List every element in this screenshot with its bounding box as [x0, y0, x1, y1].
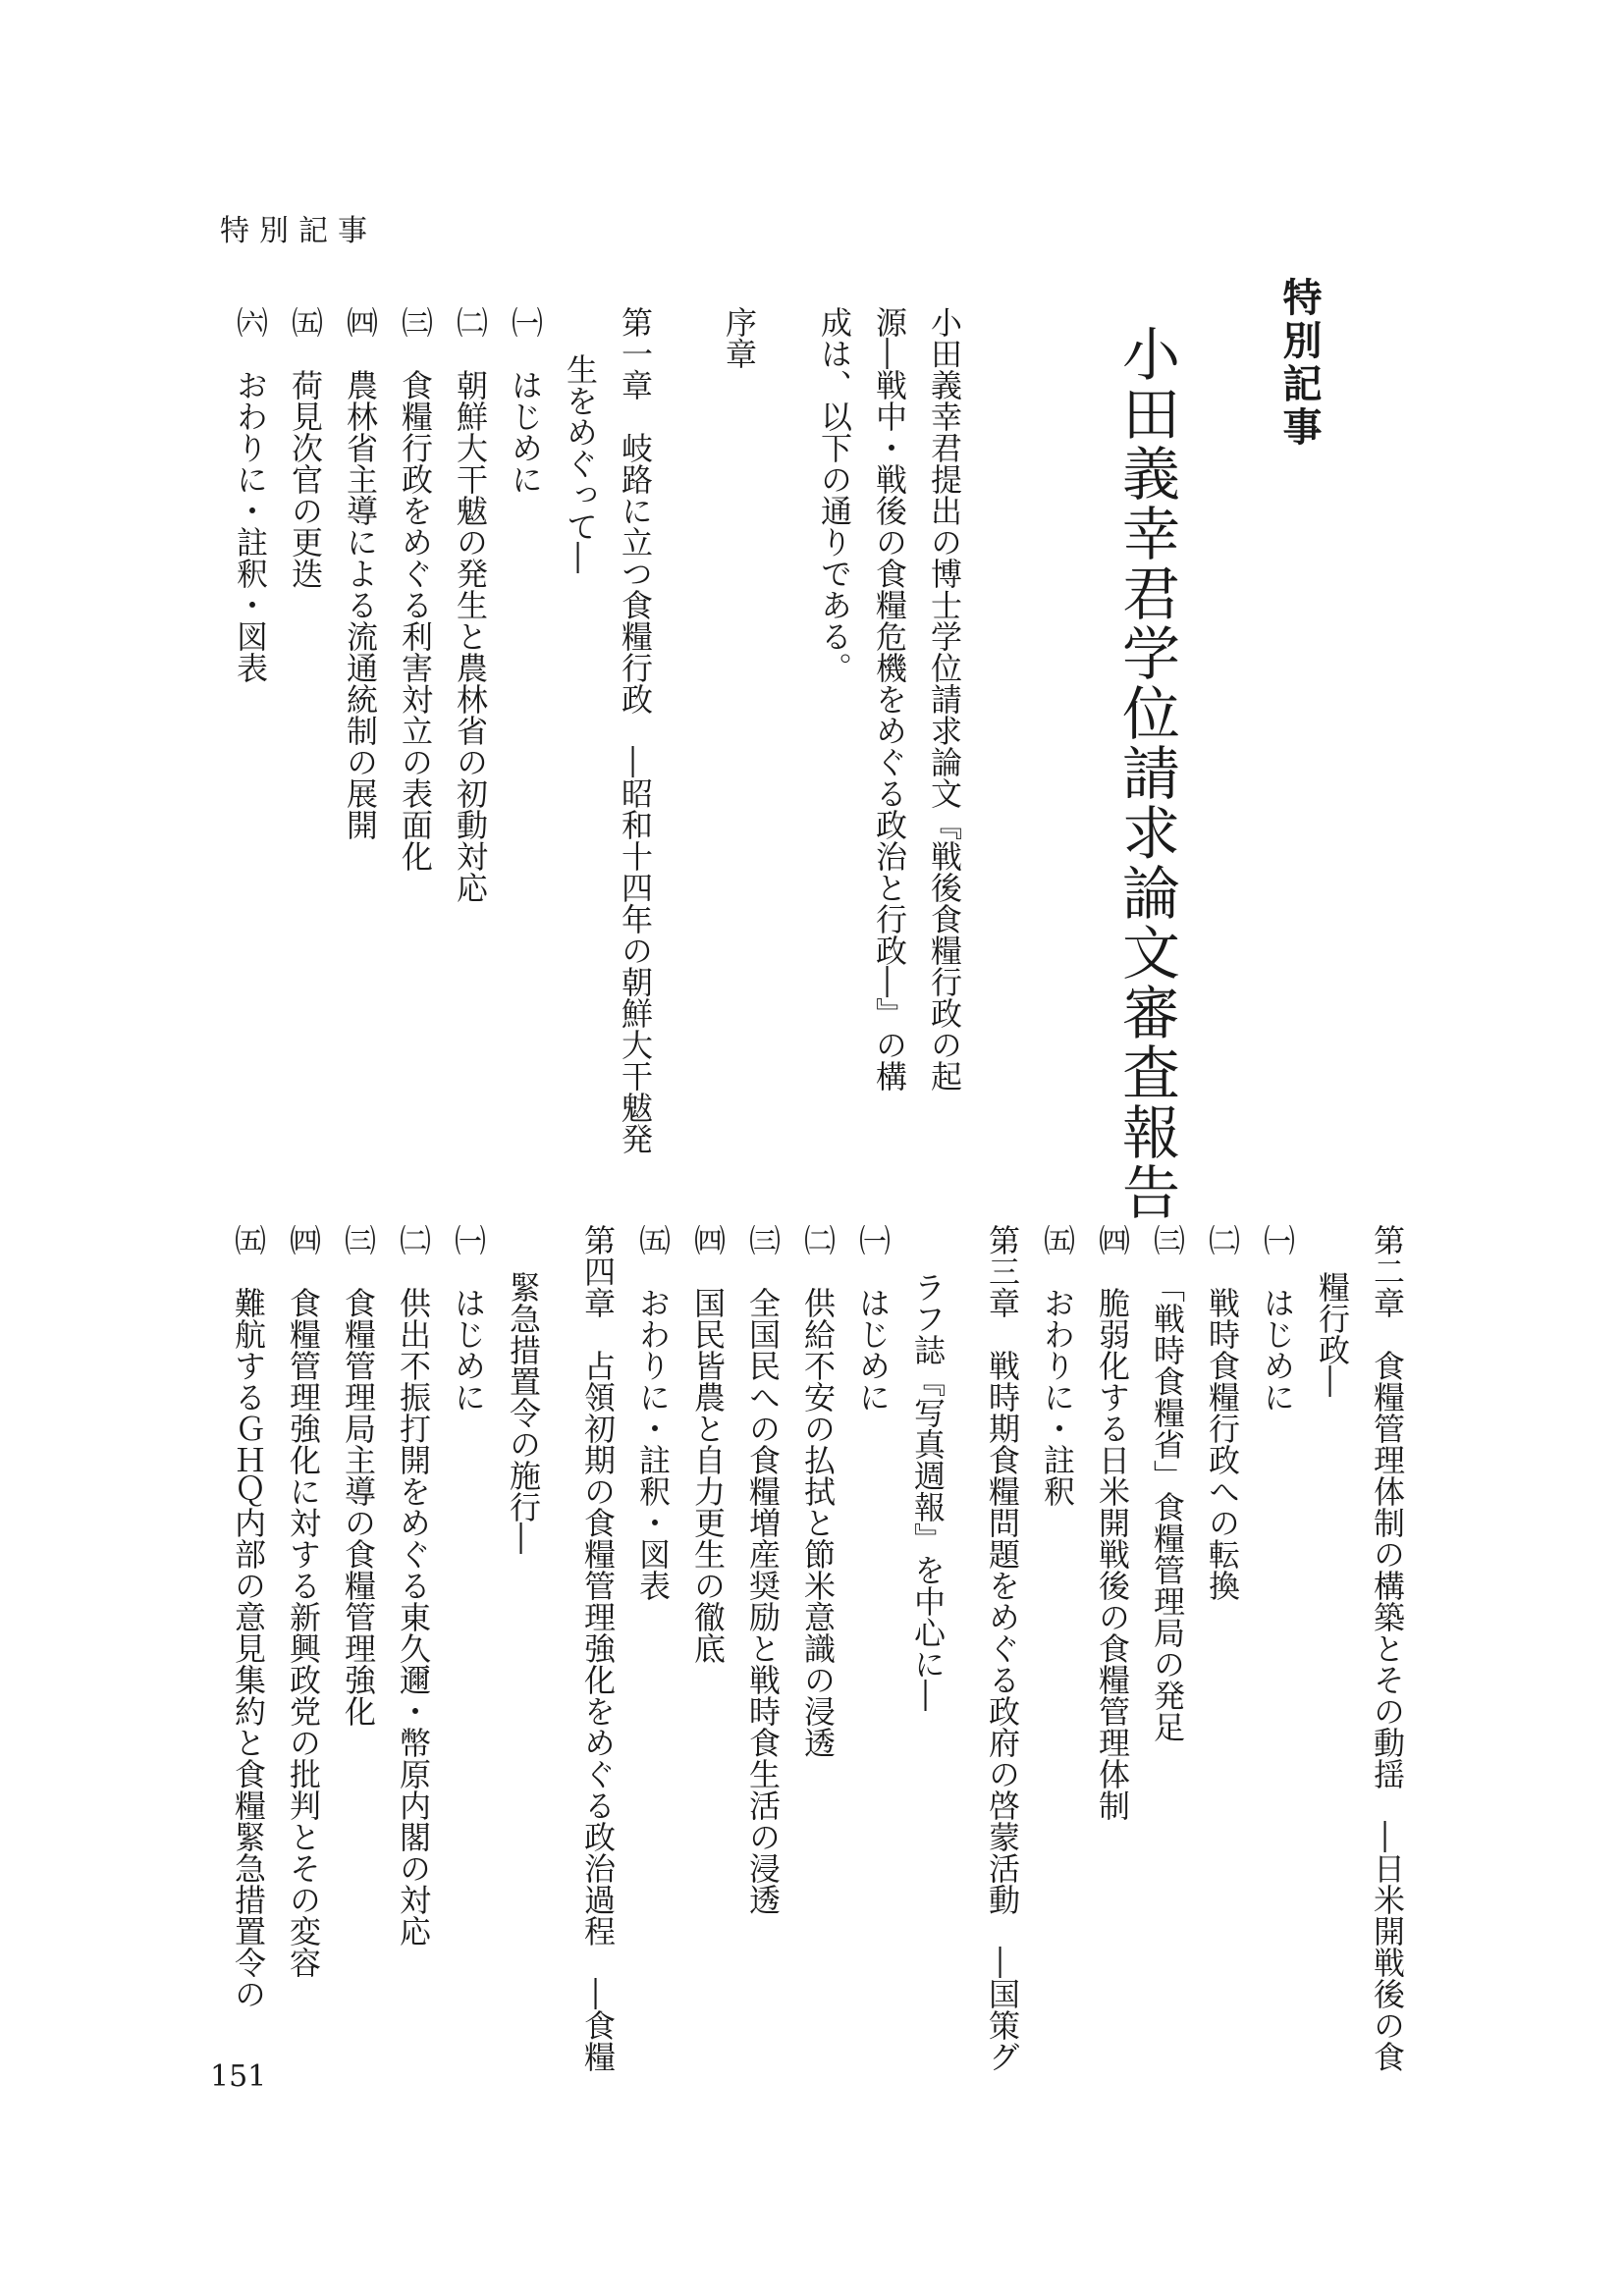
- toc-item: ㈢ 「戦時食糧省」食糧管理局の発足: [1149, 1224, 1186, 1742]
- toc-item: ㈣ 国民皆農と自力更生の徹底: [689, 1224, 727, 1664]
- intro-paragraph: [807, 306, 972, 1092]
- toc-item: ㈠ はじめに: [507, 306, 544, 495]
- toc-chapter-heading-cont: 生をめぐって―: [562, 353, 599, 573]
- toc-upper: [223, 306, 767, 1154]
- toc-chapter-heading-cont: 糧行政―: [1314, 1271, 1351, 1397]
- toc-chapter-heading: 第二章 食糧管理体制の構築とその動揺 ―日米開戦後の食: [1369, 1224, 1406, 2072]
- toc-item: ㈤ おわりに・註釈・図表: [634, 1224, 672, 1601]
- toc-item: ㈣ 脆弱化する日米開戦後の食糧管理体制: [1094, 1224, 1131, 1821]
- toc-item: ㈡ 戦時食糧行政への転換: [1204, 1224, 1241, 1601]
- running-head: 特別記事: [220, 214, 377, 248]
- toc-item: ㈡ 朝鮮大干魃の発生と農林省の初動対応: [452, 306, 489, 903]
- toc-lower: [221, 1224, 1415, 2072]
- toc-item: ㈠ はじめに: [450, 1224, 487, 1413]
- toc-item: ㈡ 供出不振打開をめぐる東久邇・幣原内閣の対応: [395, 1224, 432, 1947]
- toc-item: ㈢ 食糧行政をめぐる利害対立の表面化: [397, 306, 434, 872]
- toc-item: ㈠ はじめに: [1259, 1224, 1296, 1413]
- intro-line: 源―戦中・戦後の食糧危機をめぐる政治と行政―』の構: [871, 306, 908, 1092]
- toc-item: ㈤ おわりに・註釈: [1039, 1224, 1076, 1507]
- toc-item: ㈠ はじめに: [854, 1224, 892, 1413]
- toc-chapter-heading: 第四章 占領初期の食糧管理強化をめぐる政治過程 ―食糧: [579, 1224, 617, 2072]
- toc-chapter-heading: 第三章 戦時期食糧問題をめぐる政府の啓蒙活動 ―国策グ: [984, 1224, 1021, 2072]
- toc-chapter-heading-cont: 緊急措置令の施行―: [505, 1271, 542, 1554]
- intro-line: 成は、以下の通りである。: [816, 306, 853, 683]
- toc-item: ㈣ 食糧管理強化に対する新興政党の批判とその変容: [285, 1224, 322, 1978]
- toc-item: ㈡ 供給不安の払拭と節米意識の浸透: [799, 1224, 837, 1758]
- toc-item: ㈤ 荷見次官の更迭: [287, 306, 324, 589]
- toc-chapter-heading: 第一章 岐路に立つ食糧行政 ―昭和十四年の朝鮮大干魃発: [617, 306, 654, 1154]
- toc-item: ㈢ 全国民への食糧増産奨励と戦時食生活の浸透: [744, 1224, 782, 1915]
- toc-preface: 序章: [721, 306, 758, 369]
- toc-item: ㈥ おわりに・註釈・図表: [232, 306, 269, 683]
- toc-item: ㈣ 農林省主導による流通統制の展開: [342, 306, 379, 840]
- section-label: 特別記事: [1276, 277, 1322, 450]
- page-title: 小田義幸君学位請求論文審査報告: [1112, 324, 1180, 1222]
- toc-chapter-heading-cont: ラフ誌『写真週報』を中心に―: [909, 1271, 947, 1711]
- toc-item: ㈤ 難航するＧＨＱ内部の意見集約と食糧緊急措置令の: [230, 1224, 267, 2009]
- intro-line: 小田義幸君提出の博士学位請求論文『戦後食糧行政の起: [926, 306, 963, 1092]
- toc-item: ㈢ 食糧管理局主導の食糧管理強化: [340, 1224, 377, 1727]
- page-number: 151: [210, 2059, 267, 2094]
